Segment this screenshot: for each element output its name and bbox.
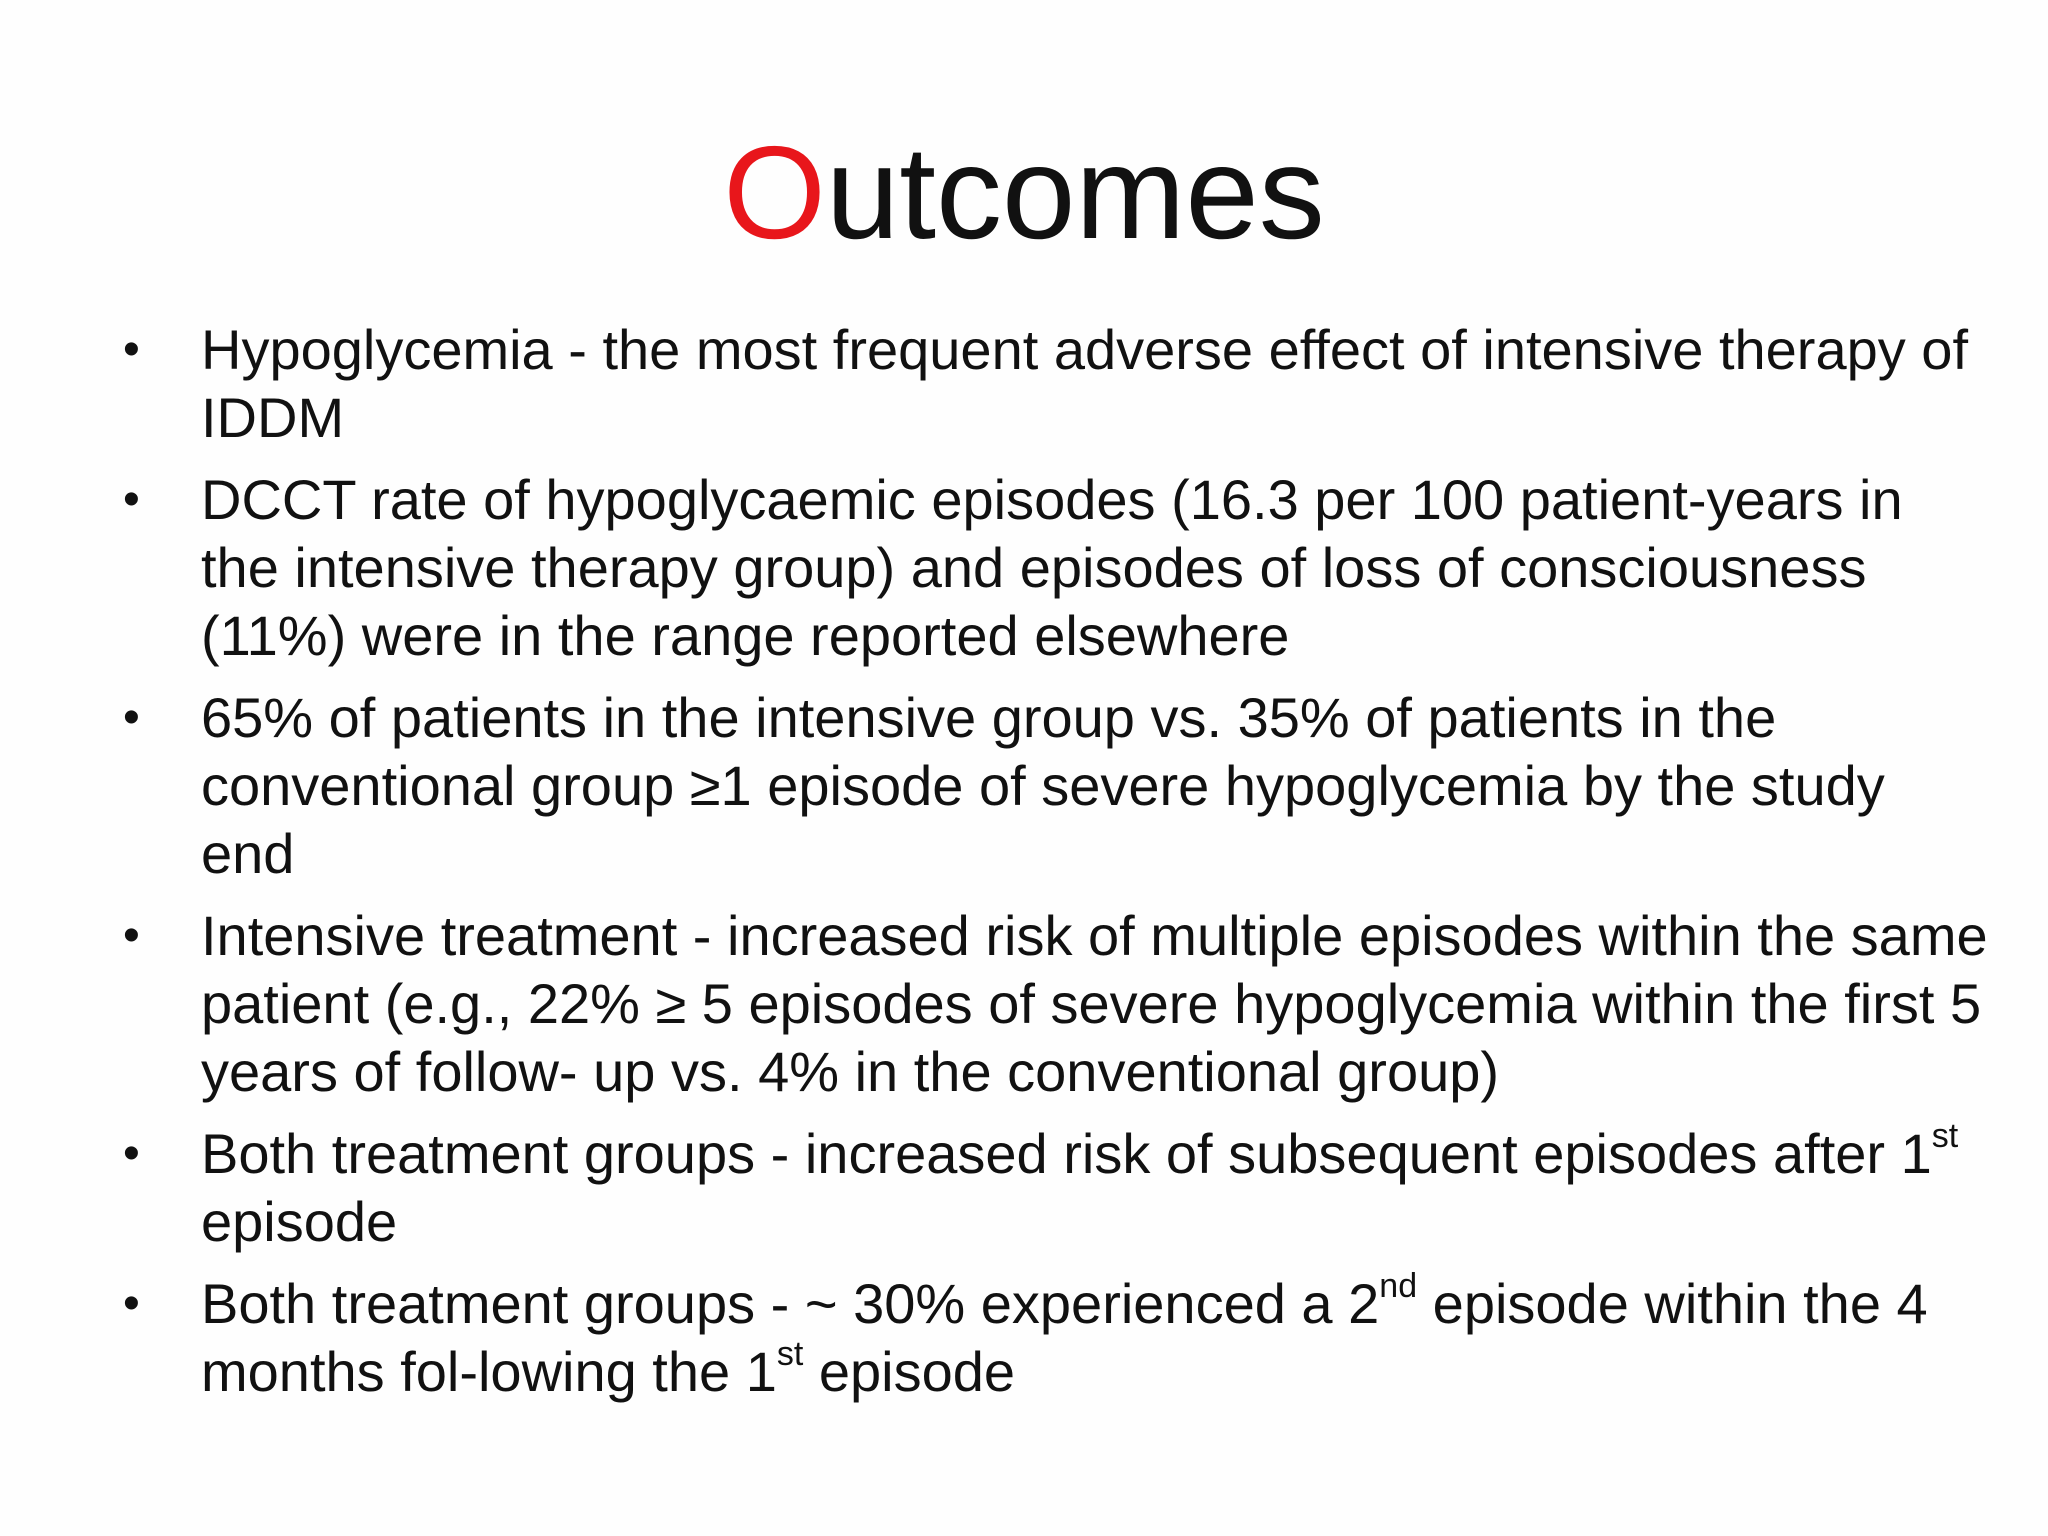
bullet-dot-icon: • [123, 473, 140, 526]
title-rest: utcomes [825, 119, 1325, 266]
bullet-item [0, 316, 2048, 452]
bullet-text: Intensive treatment - increased risk of multiple episodes within the same patient (e.g., 22% ≥ 5 episodes of severe hypoglycemia within the first 5 years of follow- up vs. 4% in the conventional group) [201, 904, 1988, 1103]
bullet-dot-icon: • [123, 1127, 140, 1180]
superscript-ordinal: st [776, 1335, 804, 1373]
slide-title [0, 118, 2048, 268]
bullet-text: DCCT rate of hypoglycaemic episodes (16.3 per 100 patient-years in the intensive therapy group) and episodes of loss of consciousness (11%) were in the range reported elsewhere [201, 468, 1903, 667]
bullet-dot-icon: • [123, 1277, 140, 1330]
bullet-text-part: episode within the 4 months fol-lowing the 1 [201, 1272, 1928, 1403]
bullet-item [0, 1267, 2048, 1406]
bullet-dot-icon: • [123, 909, 140, 962]
title-accent-letter: O [723, 119, 826, 266]
bullet-text-part: episode [201, 1190, 398, 1253]
bullet-dot-icon: • [123, 323, 140, 376]
bullet-list [0, 316, 2048, 1420]
superscript-ordinal: st [1931, 1117, 1959, 1155]
bullet-text-part: episode [803, 1340, 1016, 1403]
bullet-text-part: Both treatment groups - ~ 30% experienced a 2 [201, 1272, 1380, 1335]
superscript-ordinal: nd [1379, 1267, 1418, 1305]
bullet-dot-icon: • [123, 691, 140, 744]
bullet-text: 65% of patients in the intensive group vs. 35% of patients in the conventional group ≥1 episode of severe hypoglycemia by the study end [201, 686, 1885, 885]
bullet-item [0, 684, 2048, 888]
bullet-item [0, 902, 2048, 1106]
bullet-text-part: Both treatment groups - increased risk of subsequent episodes after 1 [201, 1122, 1932, 1185]
bullet-item [0, 1117, 2048, 1256]
bullet-text: Hypoglycemia - the most frequent adverse effect of intensive therapy of IDDM [201, 318, 1969, 449]
bullet-item [0, 466, 2048, 670]
